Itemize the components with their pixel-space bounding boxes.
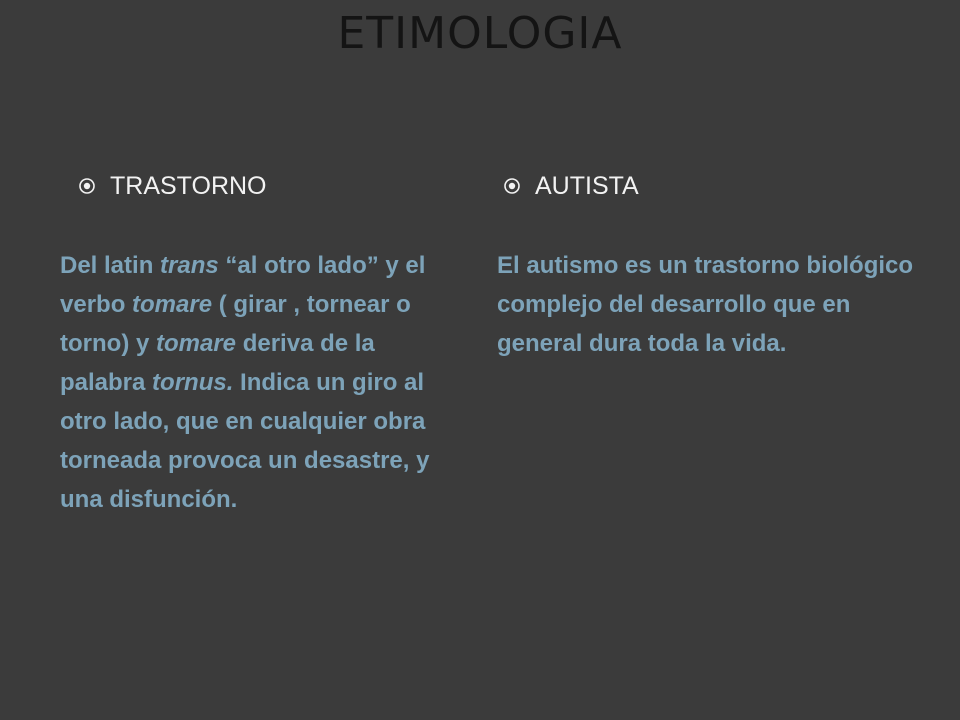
italic-term: tornus.	[152, 369, 234, 396]
circled-dot-bullet-icon	[78, 177, 96, 195]
autista-description: El autismo es un trastorno biológico complejo del desarrollo que en general dura toda la vida.	[497, 252, 914, 357]
heading-label: AUTISTA	[535, 171, 639, 200]
text-segment: Del latin	[60, 252, 161, 279]
heading-label: TRASTORNO	[110, 171, 267, 200]
text-segment: Indica un giro al otro lado, que en cualquier obra torneada provoca un desastre, y una disfunción.	[60, 369, 430, 513]
italic-term: tomare	[132, 291, 213, 318]
heading-autista	[503, 168, 639, 204]
slide-title: ETIMOLOGIA	[337, 8, 623, 59]
text-segment: ( girar , tornear o torno) y	[60, 291, 411, 357]
heading-trastorno	[78, 168, 267, 204]
text-segment: deriva de la palabra	[60, 330, 375, 396]
trastorno-description	[60, 246, 450, 519]
circled-dot-bullet-icon	[503, 177, 521, 195]
italic-term: tomare	[156, 330, 237, 357]
italic-term: trans	[160, 252, 219, 279]
text-segment: “al otro lado” y el verbo	[60, 252, 426, 318]
